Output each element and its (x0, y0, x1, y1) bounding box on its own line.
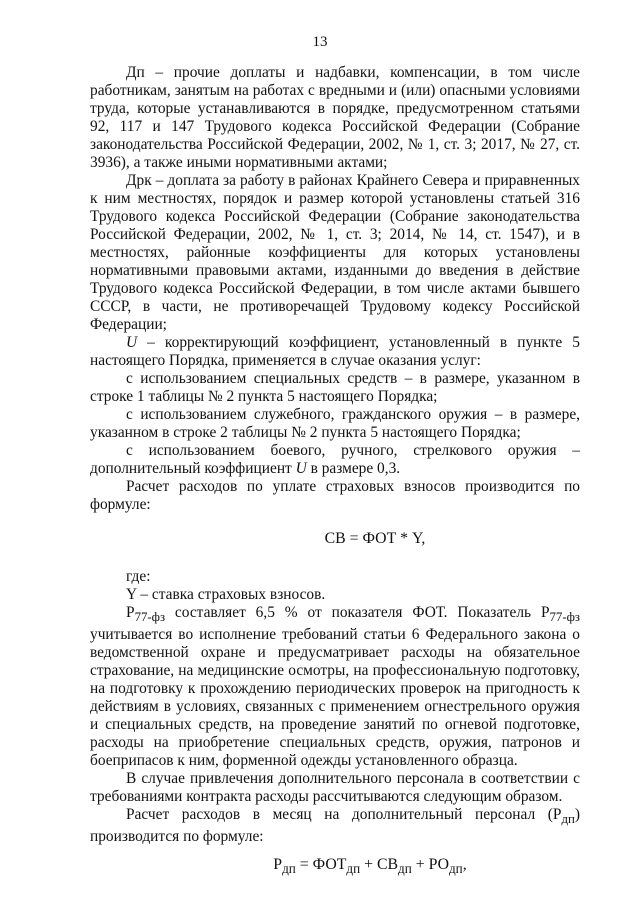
paragraph-drk: Дрк – доплата за работу в районах Крайнего Севера и приравненных к ним местностях, порядок и размер которой установлены статьей 316 Трудового кодекса Российской Федерации (Собрание законодательства Российской Федерации, 2002, № 1, ст. 3; 2014, № 14, ст. 1547), и в местностях, районные коэффициенты для которых установлены нормативными правовыми актами, изданными до введения в действие Трудового кодекса Российской Федерации, в том числе актами бывшего СССР, в части, не противоречащей Трудовому кодексу Российской Федерации; (90, 172, 580, 333)
rdp-subscript: дп (561, 812, 575, 827)
paragraph-r77 (90, 604, 580, 770)
paragraph-dp: Дп – прочие доплаты и надбавки, компенсации, в том числе работникам, занятым на работах с вредными и (или) опасными условиями труда, которые устанавливаются в порядке, предусмотренном статьями 92, 117 и 147 Трудового кодекса Российской Федерации (Собрание законодательства Российской Федерации, 2002, № 1, ст. 3; 2017, № 27, ст. 3936), а также иными нормативными актами; (90, 64, 580, 171)
paragraph-y-rate: Y – ставка страховых взносов. (126, 586, 326, 603)
formula-cv: СВ = ФОТ * Y, (324, 530, 426, 547)
document-body (90, 64, 580, 878)
r77-text-rest: учитывается во исполнение требований статьи 6 Федерального закона о ведомственной охране и предусматривает расходы на обязательное страхование, на медицинские осмотры, на профессиональную подготовку, на подготовку к прохождению периодических проверок на пригодность к действиям в условиях, связанных с применением огнестрельного оружия и специальных средств, на проведение занятий по огневой подготовке, расходы на приобретение специальных средств, оружия, патронов и боеприпасов к ним, форменной одежды установленного образца. (90, 626, 580, 770)
r77-text: составляет 6,5 % от показателя ФОТ. Показатель Р (165, 604, 550, 621)
u-symbol: U (126, 334, 138, 351)
paragraph-combat-weapons (90, 442, 580, 478)
r77-symbol: Р (126, 604, 135, 621)
formula-rdp (90, 846, 580, 878)
paragraph-insurance-calculation: Расчет расходов по уплате страховых взносов производится по формуле: (90, 478, 580, 513)
combat-weapons-value: в размере 0,3. (306, 460, 401, 477)
formula-rdp-sub-4: дп (448, 861, 463, 877)
rdp-text-rest: ) производится по формуле: (90, 806, 580, 846)
label-where: где: (126, 568, 151, 585)
paragraph-special-means: с использованием специальных средств – в размере, указанном в строке 1 таблицы № 2 пункта 5 настоящего Порядка; (90, 370, 580, 405)
formula-rdp-fot: = ФОТ (295, 856, 347, 874)
paragraph-additional-staff: В случае привлечения дополнительного персонала в соответствии с требованиями контракта расходы рассчитываются следующим образом. (90, 770, 580, 806)
paragraph-u-coefficient (90, 334, 580, 370)
formula-rdp-sub-1: дп (282, 861, 296, 877)
paragraph-rdp-calculation (90, 806, 580, 846)
formula-rdp-sub-2: дп (346, 861, 361, 877)
formula-rdp-cv: + СВ (360, 856, 399, 874)
u-coefficient-text: – корректирующий коэффициент, установленный в пункте 5 настоящего Порядка, применяется в случае оказания услуг: (90, 334, 580, 369)
page-number: 13 (312, 34, 328, 50)
combat-weapons-text: с использованием боевого, ручного, стрелкового оружия – дополнительный коэффициент (90, 442, 580, 477)
formula-rdp-comma: , (462, 856, 467, 874)
rdp-text: Расчет расходов в месяц на дополнительный персонал (Р (126, 806, 562, 824)
formula-rdp-sub-3: дп (398, 861, 412, 877)
formula-rdp-ro: + РО (411, 856, 449, 874)
formula-rdp-r: Р (273, 856, 283, 874)
r77-subscript: 77-фз (134, 610, 166, 625)
r77-subscript-2: 77-фз (549, 610, 580, 625)
paragraph-service-weapons: с использованием служебного, гражданского оружия – в размере, указанном в строке 2 таблицы № 2 пункта 5 настоящего Порядка; (90, 406, 580, 441)
u-symbol: U (295, 460, 307, 477)
